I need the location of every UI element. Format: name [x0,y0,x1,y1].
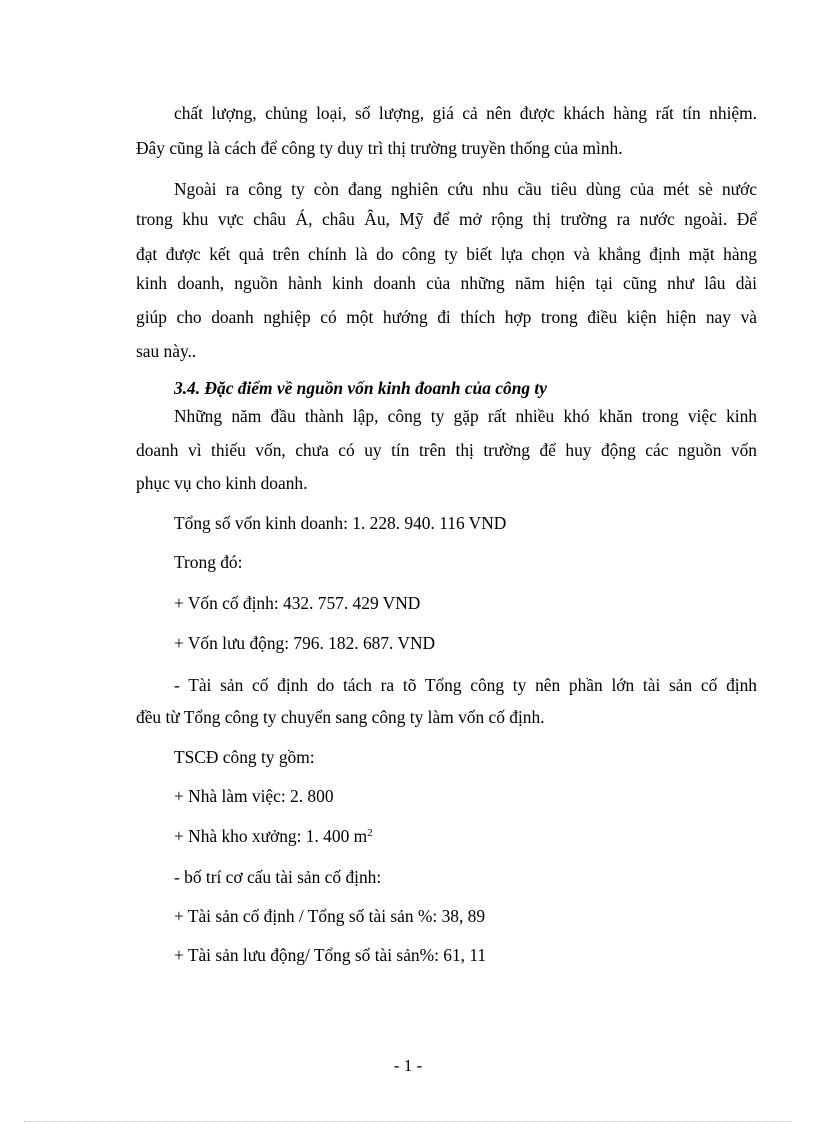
paragraph-2-line-4: kinh doanh, nguồn hành kinh doanh của những năm hiện tại cũng như lâu dài [136,273,757,293]
paragraph-3-line-2: doanh vì thiếu vốn, chưa có uy tín trên thị trường để huy động các nguồn vốn [136,440,757,460]
paragraph-1-line-2: Đây cũng là cách để công ty duy trì thị trường truyền thống của mình. [136,138,623,158]
current-asset-ratio: + Tài sản lưu động/ Tổng số tài sản%: 61, 11 [174,945,487,965]
office-building: + Nhà làm việc: 2. 800 [174,786,334,806]
paragraph-2-line-6: sau này.. [136,341,197,361]
warehouse-text: + Nhà kho xưởng: 1. 400 m [174,826,368,846]
fixed-capital: + Vốn cố định: 432. 757. 429 VND [174,593,421,613]
paragraph-2-line-5: giúp cho doanh nghiệp có một hướng đi thích hợp trong điều kiện hiện nay và [136,307,757,327]
fixed-assets-intro: TSCĐ công ty gồm: [174,747,315,767]
section-heading: 3.4. Đặc điểm về nguồn vốn kinh đoanh của công ty [174,378,547,398]
warehouse [174,825,757,847]
paragraph-4-line-1: - Tài sản cố định do tách ra tõ Tổng công ty nên phần lớn tài sản cố định [174,675,757,695]
paragraph-3-line-3: phục vụ cho kinh doanh. [136,473,308,493]
warehouse-superscript: 2 [367,827,373,839]
paragraph-3-line-1: Những năm đầu thành lập, công ty gặp rất nhiều khó khăn trong việc kinh [174,406,757,426]
fixed-asset-ratio: + Tài sản cố định / Tổng số tài sản %: 38, 89 [174,906,486,926]
in-which-label: Trong đó: [174,552,243,572]
page-number: - 1 - [393,1056,423,1075]
paragraph-2-line-1: Ngoài ra công ty còn đang nghiên cứu nhu cầu tiêu dùng của mét sè nước [174,179,757,199]
paragraph-1-line-1: chất lượng, chủng loại, số lượng, giá cả nên được khách hàng rất tín nhiệm. [174,103,757,123]
total-capital: Tổng số vốn kinh doanh: 1. 228. 940. 116 VND [174,513,507,533]
working-capital: + Vốn lưu động: 796. 182. 687. VND [174,633,436,653]
footer-divider [24,1121,792,1122]
paragraph-2-line-2: trong khu vực châu Á, châu Âu, Mỹ để mở rộng thị trường ra nước ngoài. Để [136,209,757,229]
paragraph-4-line-2: đều từ Tổng công ty chuyển sang công ty làm vốn cố định. [136,707,545,727]
paragraph-2-line-3: đạt được kết quả trên chính là do công ty biết lựa chọn và khẳng định mặt hàng [136,244,757,264]
structure-intro: - bố trí cơ cấu tài sản cố định: [174,867,382,887]
